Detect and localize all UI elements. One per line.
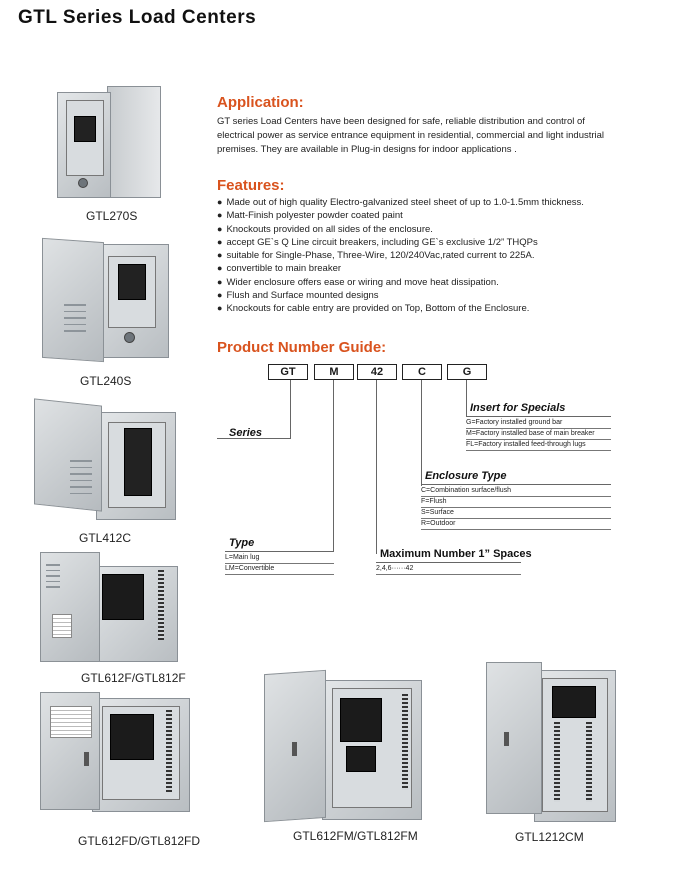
max-spaces-title: Maximum Number 1” Spaces xyxy=(380,548,532,560)
feature-item: ● convertible to main breaker xyxy=(217,262,637,275)
type-options xyxy=(225,553,334,575)
enclosure-option: R=Outdoor xyxy=(421,519,611,530)
product-image-gtl240s xyxy=(40,240,170,358)
type-title: Type xyxy=(229,537,255,549)
max-spaces-value: 2,4,6······42 xyxy=(376,564,521,575)
insert-options xyxy=(466,418,611,451)
divider xyxy=(421,484,611,485)
divider xyxy=(225,551,334,552)
type-option: LM=Convertible xyxy=(225,564,334,575)
code-box-enclosure: C xyxy=(402,364,442,380)
enclosure-option: C=Combination surface/flush xyxy=(421,486,611,497)
series-label: Series xyxy=(229,427,263,439)
product-caption-gtl240s: GTL240S xyxy=(80,374,132,388)
product-caption-gtl612fm: GTL612FM/GTL812FM xyxy=(293,829,418,843)
connector-line xyxy=(333,380,334,551)
enclosure-option: S=Surface xyxy=(421,508,611,519)
enclosure-options xyxy=(421,486,611,530)
feature-item: ● Knockouts provided on all sides of the enclosure. xyxy=(217,223,637,236)
feature-item: ● Flush and Surface mounted designs xyxy=(217,289,637,302)
insert-option: G=Factory installed ground bar xyxy=(466,418,611,429)
feature-item: ● Matt-Finish polyester powder coated paint xyxy=(217,209,637,222)
code-box-series: GT xyxy=(268,364,308,380)
enclosure-option: F=Flush xyxy=(421,497,611,508)
product-caption-gtl612f: GTL612F/GTL812F xyxy=(81,671,186,685)
feature-item: ● suitable for Single-Phase, Three-Wire, 120/240Vac,rated current to 225A. xyxy=(217,249,637,262)
page-title: GTL Series Load Centers xyxy=(18,7,257,28)
feature-item: ● Made out of high quality Electro-galvanized steel sheet of up to 1.0-1.5mm thickness. xyxy=(217,196,637,209)
connector-line xyxy=(466,380,467,417)
divider xyxy=(466,416,611,417)
product-image-gtl612fm xyxy=(262,672,422,822)
code-box-spaces: 42 xyxy=(357,364,397,380)
type-option: L=Main lug xyxy=(225,553,334,564)
product-caption-gtl612fd: GTL612FD/GTL812FD xyxy=(78,834,201,848)
feature-item: ● Knockouts for cable entry are provided on Top, Bottom of the Enclosure. xyxy=(217,302,637,315)
connector-line xyxy=(421,380,422,486)
product-image-gtl1212cm xyxy=(486,662,616,824)
insert-title: Insert for Specials xyxy=(470,402,566,414)
connector-line xyxy=(376,380,377,554)
product-caption-gtl412c: GTL412C xyxy=(79,531,132,545)
application-heading: Application: xyxy=(217,94,304,111)
application-text: GT series Load Centers have been designed for safe, reliable distribution and control of electrical power as service entrance equipment in residential, commercial and light industrial premises. They are available in Plug-in designs for indoor applications . xyxy=(217,116,605,155)
code-box-insert: G xyxy=(447,364,487,380)
product-image-gtl412c xyxy=(34,402,176,520)
product-caption-gtl270s: GTL270S xyxy=(86,209,138,223)
connector-line xyxy=(290,380,291,439)
enclosure-title: Enclosure Type xyxy=(425,470,507,482)
features-list xyxy=(217,196,637,316)
feature-item: ● accept GE`s Q Line circuit breakers, including GE`s exclusive 1/2” THQPs xyxy=(217,236,637,249)
feature-item: ● Wider enclosure offers ease or wiring and move heat dissipation. xyxy=(217,276,637,289)
product-image-gtl612f xyxy=(40,552,178,662)
product-image-gtl612fd xyxy=(40,692,190,812)
guide-heading: Product Number Guide: xyxy=(217,339,387,356)
insert-option: FL=Factory installed feed-through lugs xyxy=(466,440,611,451)
insert-option: M=Factory installed base of main breaker xyxy=(466,429,611,440)
code-box-type: M xyxy=(314,364,354,380)
features-heading: Features: xyxy=(217,177,285,194)
product-caption-gtl1212cm: GTL1212CM xyxy=(515,830,584,844)
product-image-gtl270s xyxy=(52,86,162,198)
divider xyxy=(376,562,521,563)
